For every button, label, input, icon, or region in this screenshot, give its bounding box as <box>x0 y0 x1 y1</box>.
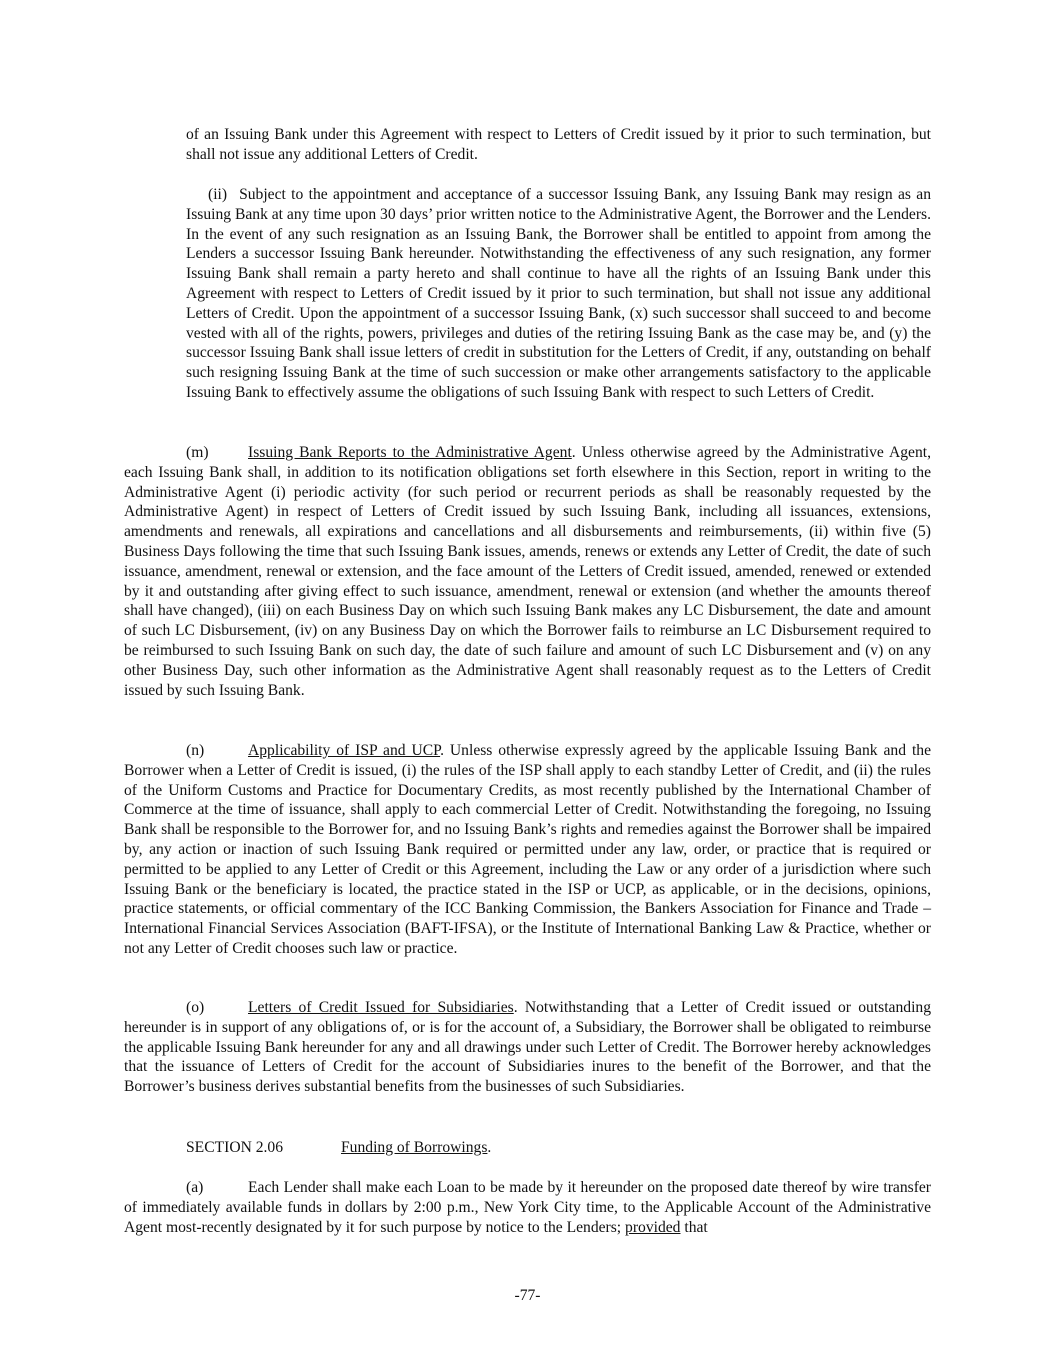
section-2-06-a-paragraph <box>124 1178 931 1237</box>
section-2-06-a-emphasis: provided <box>625 1218 681 1236</box>
section-o-text: . Notwithstanding that a Letter of Credit issued or outstanding hereunder is in support of any obligations of, or is for the account of, a Subsidiary, the Borrower shall be obligated to reimburse the applicable Issuing Bank hereunder for any and all drawings under such Letter of Credit. The Borrower hereby acknowledges that the issuance of Letters of Credit for the account of Subsidiaries inures to the benefit of the Borrower, and that the Borrower’s business derives substantial benefits from the businesses of such Subsidiaries. <box>124 999 931 1096</box>
section-2-06-a-label: (a) <box>186 1179 204 1196</box>
section-n-heading: Applicability of ISP and UCP <box>248 742 441 759</box>
section-o-paragraph <box>124 998 931 1097</box>
section-2-06-heading <box>124 1138 931 1158</box>
section-2-06-a-text: Each Lender shall make each Loan to be made by it hereunder on the proposed date thereof by wire transfer of immediately available funds in dollars by 2:00 p.m., New York City time, to the Applicable Account of the Administrative Agent most-recently designated by it for such purpose by notice to the Lenders; <box>124 1179 931 1236</box>
paragraph-ii <box>186 185 931 403</box>
section-n-paragraph <box>124 741 931 959</box>
section-o-label: (o) <box>186 999 205 1016</box>
page-number: -77- <box>514 1287 541 1304</box>
paragraph-ii-label: (ii) <box>208 186 228 203</box>
section-n-text: . Unless otherwise expressly agreed by the applicable Issuing Bank and the Borrower when a Letter of Credit is issued, (i) the rules of the ISP shall apply to each standby Letter of Credit, and (ii) the rules of the Uniform Customs and Practice for Documentary Credits, as most recently published by the International Chamber of Commerce at the time of issuance, shall apply to each commercial Letter of Credit. Notwithstanding the foregoing, no Issuing Bank shall be responsible to the Borrower for, and no Issuing Bank’s rights and remedies against the Borrower shall be impaired by, any action or inaction of such Issuing Bank required or permitted under any law, order, or practice that is required or permitted to be applied to any Letter of Credit or this Agreement, including the Law or any order of a jurisdiction where such Issuing Bank or the beneficiary is located, the practice stated in the ISP or UCP, as applicable, or in the decisions, opinions, practice statements, or official commentary of the ICC Banking Commission, the Bankers Association for Finance and Trade – International Financial Services Association (BAFT-IFSA), or the Institute of International Banking Law & Practice, whether or not any Letter of Credit chooses such law or practice. <box>124 742 932 957</box>
section-2-06-a-tail: that <box>680 1218 708 1236</box>
section-m-text: . Unless otherwise agreed by the Administrative Agent, each Issuing Bank shall, in addition to its notification obligations set forth elsewhere in this Section, report in writing to the Administrative Agent (i) periodic activity (for such period or recurrent periods as shall be reasonably requested by the Administrative Agent) in respect of Letters of Credit issued by such Issuing Bank, including all issuances, extensions, amendments and renewals, all expirations and cancellations and all disbursements and reimbursements, (ii) within five (5) Business Days following the time that such Issuing Bank issues, amends, renews or extends any Letter of Credit, the date of such issuance, amendment, renewal or extension, and the face amount of the Letters of Credit issued, amended, renewed or extended by it and outstanding after giving effect to such issuance, amendment, renewal or extension (and whether the amounts thereof shall have changed), (iii) on each Business Day on which such Issuing Bank makes any LC Disbursement, the date and amount of such LC Disbursement, (iv) on any Business Day on which the Borrower fails to reimburse an LC Disbursement required to be reimbursed to such Issuing Bank on such day, the date of such failure and amount of such LC Disbursement and (v) on any other Business Day, such other information as the Administrative Agent shall reasonably request as to the Letters of Credit issued by such Issuing Bank. <box>124 444 931 699</box>
section-2-06-title: Funding of Borrowings <box>341 1139 488 1156</box>
paragraph-ii-text: Subject to the appointment and acceptance of a successor Issuing Bank, any Issuing Bank may resign as an Issuing Bank at any time upon 30 days’ prior written notice to the Administrative Agent, the Borrower and the Lenders. In the event of any such resignation as an Issuing Bank, the Borrower shall be entitled to appoint from among the Lenders a successor Issuing Bank hereunder. Notwithstanding the effectiveness of any such resignation, any former Issuing Bank shall remain a party hereto and shall continue to have all the rights of an Issuing Bank under this Agreement with respect to Letters of Credit issued by it prior to such termination, but shall not issue any additional Letters of Credit. Upon the appointment of a successor Issuing Bank, (x) such successor shall succeed to and become vested with all of the rights, powers, privileges and duties of the retiring Issuing Bank as the case may be, and (y) the successor Issuing Bank shall issue letters of credit in substitution for the Letters of Credit, if any, outstanding on behalf such resigning Issuing Bank at the time of such succession or make other arrangements satisfactory to the applicable Issuing Bank to effectively assume the obligations of such Issuing Bank with respect to such Letters of Credit. <box>186 186 932 401</box>
section-n-label: (n) <box>186 742 205 759</box>
section-m-label: (m) <box>186 444 209 461</box>
section-m-paragraph <box>124 443 931 700</box>
section-2-06-period: . <box>487 1139 492 1156</box>
continuation-paragraph: of an Issuing Bank under this Agreement with respect to Letters of Credit issued by it prior to such termination, but shall not issue any additional Letters of Credit. <box>186 126 931 163</box>
section-2-06-label: SECTION 2.06 <box>186 1139 284 1156</box>
section-m-heading: Issuing Bank Reports to the Administrative Agent <box>248 444 572 461</box>
section-o-heading: Letters of Credit Issued for Subsidiaries <box>248 999 514 1016</box>
